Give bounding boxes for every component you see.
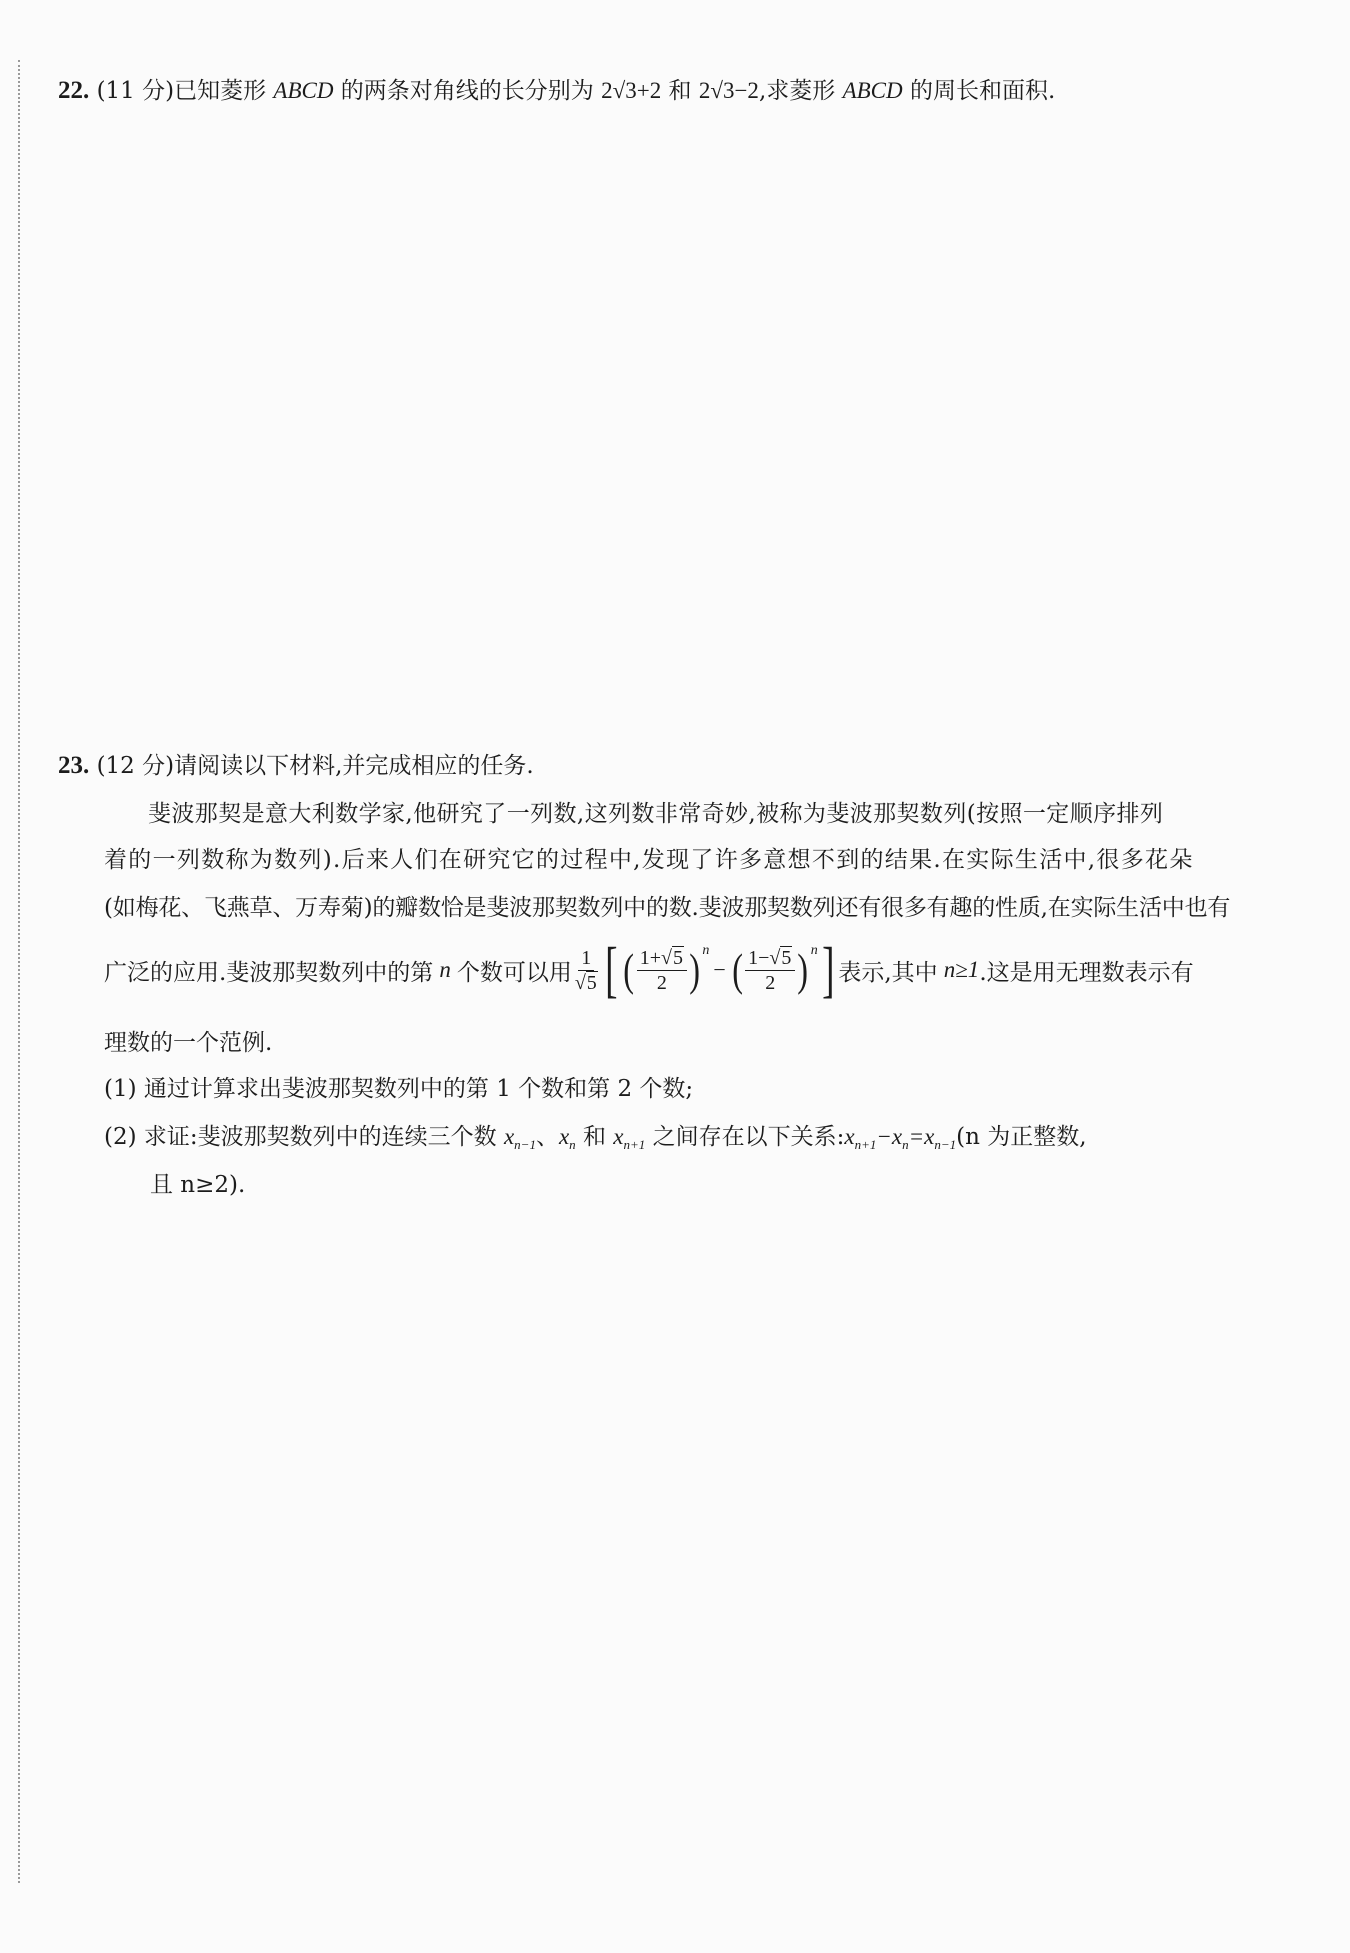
q23-paragraph-line-2: 着的一列数称为数列).后来人们在研究它的过程中,发现了许多意想不到的结果.在实际生活中,很多花朵 [104,847,1194,873]
q22-text-b: 的两条对角线的长分别为 [340,78,594,104]
q22-diagonal-2: 2√3−2 [698,78,759,103]
question-points: (12 分) [96,753,175,779]
q22-and: 和 [668,78,692,104]
x-n-minus-1: $x_{n-1}$ [503,1124,536,1152]
q23-task2c: 之间存在以下关系: [652,1124,845,1150]
q23-p4a: 广泛的应用.斐波那契数列中的第 [104,959,434,986]
q23-task-2-cont: 且 n≥2). [150,1172,246,1198]
q23-intro: 请阅读以下材料,并完成相应的任务. [174,753,534,779]
q23-task-1: (1) 通过计算求出斐波那契数列中的第 1 个数和第 2 个数; [104,1076,694,1102]
question-number: 23. [58,752,90,779]
q23-paragraph-line-1: 斐波那契是意大利数学家,他研究了一列数,这列数非常奇妙,被称为斐波那契数列(按照一定顺序排列 [148,801,1164,827]
q23-task2d: (n 为正整数, [956,1124,1087,1150]
q23-paragraph-line-3: (如梅花、飞燕草、万寿菊)的瓣数恰是斐波那契数列中的数.斐波那契数列还有很多有趣的性质,在实际生活中也有 [104,895,1231,921]
question-22 [58,72,1055,105]
question-number: 22. [58,77,90,104]
q22-diagonal-1: 2√3+2 [601,78,662,103]
q23-task2a: (2) 求证:斐波那契数列中的连续三个数 [104,1124,497,1150]
q23-p4b: 个数可以用 [456,959,572,986]
q23-p4c: 表示,其中 [838,959,938,986]
q23-condition: n≥1 [943,957,980,982]
fibonacci-formula: 1 √5 [ ( $\frac{1+√5}{2}$ ) n − ( $\frac{1-√5}{2}$ ) n ] [572,939,839,1001]
question-points: (11 分) [96,78,175,104]
q23-p4d: .这是用无理数表示有 [979,959,1194,986]
x-n: $x_n$ [558,1124,576,1152]
q23-paragraph-line-4 [104,935,1194,1005]
q22-abcd-2: ABCD [842,78,903,103]
q22-text-c: ,求菱形 [758,78,836,104]
question-23 [58,747,534,780]
relation-formula: $x_{n+1}-x_n=x_{n-1}$ [844,1124,957,1152]
q22-text-a: 已知菱形 [174,78,267,104]
q22-text-d: 的周长和面积. [909,78,1056,104]
x-n-plus-1: $x_{n+1}$ [613,1124,646,1152]
q23-paragraph-line-5: 理数的一个范例. [104,1030,273,1056]
binding-margin-line [18,60,20,1883]
q23-n: n [439,957,451,982]
q23-task2b: 和 [582,1124,606,1150]
q23-task-2: (2) 求证:斐波那契数列中的连续三个数 $x_{n-1}$、$x_n$ 和 $x_{n+1}$ 之间存在以下关系$:x_{n+1}-x_n=x_{n-1}(n$ 为正整数, [104,1124,1087,1152]
q22-abcd: ABCD [273,78,334,103]
